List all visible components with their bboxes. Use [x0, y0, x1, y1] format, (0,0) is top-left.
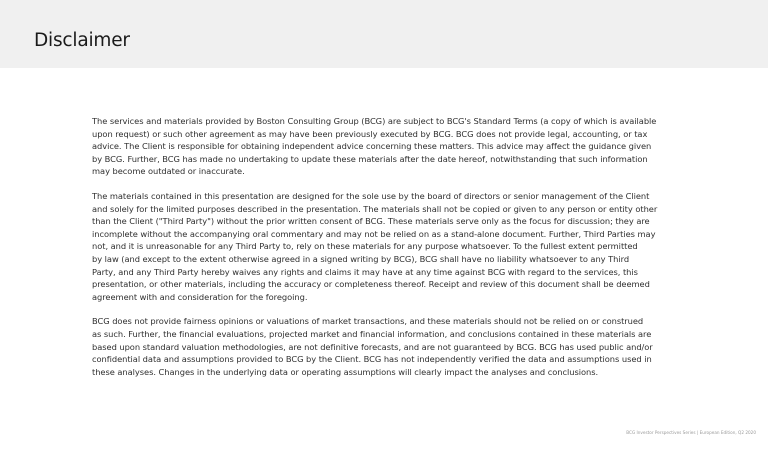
text-line: as such. Further, the financial evaluations, projected market and financial information, and conclusions contained in these materials are — [92, 328, 652, 339]
disclaimer-paragraph-terms — [92, 115, 692, 178]
text-line: these analyses. Changes in the underlying data or operating assumptions will clearly impact the analyses and conclusions. — [92, 366, 599, 377]
text-line: advice. The Client is responsible for obtaining independent advice concerning these matters. This advice may affect the guidance given — [92, 141, 652, 152]
footer-source-note: BCG Investor Perspectives Series | European Edition, Q2 2020 — [626, 430, 756, 435]
disclaimer-body — [92, 115, 692, 390]
text-line: upon request) or such other agreement as may have been previously executed by BCG. BCG does not provide legal, accounting, or tax — [92, 128, 648, 139]
text-line: may become outdated or inaccurate. — [92, 166, 245, 177]
text-line: than the Client ("Third Party") without the prior written consent of BCG. These materials serve only as the focus for discussion; they are — [92, 216, 650, 227]
text-line: BCG does not provide fairness opinions or valuations of market transactions, and these materials should not be relied on or construed — [92, 316, 644, 327]
text-line: agreement with and consideration for the foregoing. — [92, 291, 308, 302]
text-line: and solely for the limited purposes described in the presentation. The materials shall not be copied or given to any person or entity other — [92, 203, 658, 214]
text-line: The materials contained in this presentation are designed for the sole use by the board of directors or senior management of the Client — [92, 190, 650, 201]
text-line: by BCG. Further, BCG has made no undertaking to update these materials after the date hereof, notwithstanding that such information — [92, 153, 648, 164]
text-line: not, and it is unreasonable for any Third Party to, rely on these materials for any purpose whatsoever. To the fullest extent permitted — [92, 241, 638, 252]
text-line: based upon standard valuation methodologies, are not definitive forecasts, and are not guaranteed by BCG. BCG has used public and/or — [92, 341, 653, 352]
text-line: presentation, or other materials, including the accuracy or completeness thereof. Receipt and review of this document shall be deemed — [92, 279, 650, 290]
text-line: incomplete without the accompanying oral commentary and may not be relied on as a stand-alone document. Further, Third Parties may — [92, 228, 656, 239]
text-line: by law (and except to the extent otherwise agreed in a signed writing by BCG), BCG shall have no liability whatsoever to any Third — [92, 253, 630, 264]
disclaimer-paragraph-valuations — [92, 315, 692, 378]
title-bar — [0, 0, 768, 68]
text-line: The services and materials provided by Boston Consulting Group (BCG) are subject to BCG's Standard Terms (a copy of which is available — [92, 116, 657, 126]
text-line: confidential data and assumptions provided to BCG by the Client. BCG has not independently verified the data and assumptions used in — [92, 354, 652, 365]
page-title: Disclaimer — [34, 30, 130, 51]
text-line: Party, and any Third Party hereby waives any rights and claims it may have at any time against BCG with regard to the services, this — [92, 266, 638, 277]
disclaimer-paragraph-usage — [92, 190, 692, 303]
